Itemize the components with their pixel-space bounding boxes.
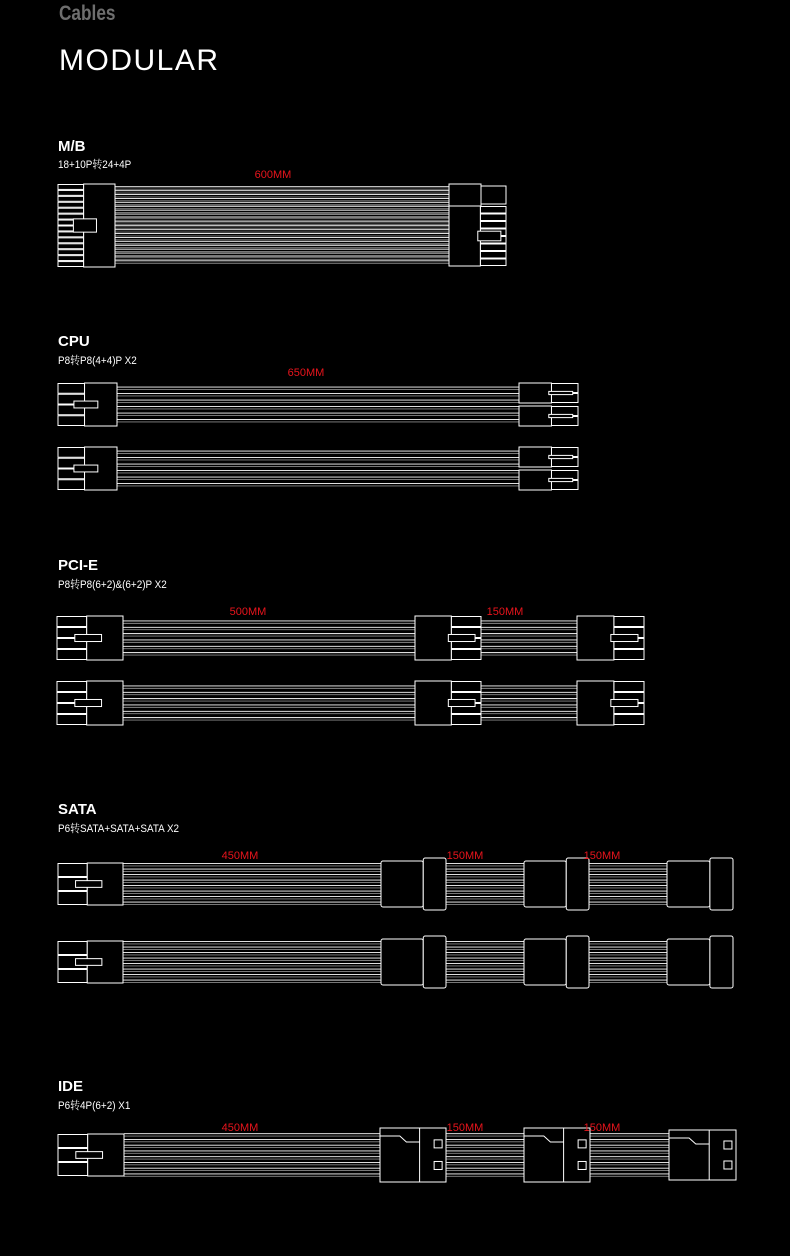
- sata-body: [667, 861, 710, 907]
- length-label: 150MM: [446, 850, 484, 862]
- connector-latch: [549, 391, 573, 394]
- pin-connector: [58, 447, 117, 490]
- connector-pin: [58, 480, 85, 490]
- connector-pin: [614, 715, 644, 725]
- connector-pin: [58, 185, 84, 190]
- connector-pin: [480, 259, 506, 266]
- sata-clip: [423, 936, 446, 988]
- pin-connector: [57, 681, 123, 725]
- connector-latch: [549, 414, 573, 417]
- sata-body: [524, 861, 566, 907]
- length-label: 600MM: [254, 169, 292, 181]
- section-subtitle-cpu: P8转P8(4+4)P X2: [58, 355, 137, 367]
- molex-pin: [724, 1161, 732, 1169]
- connector-pin: [480, 207, 506, 214]
- length-label: 650MM: [287, 367, 325, 379]
- connector-latch: [73, 219, 96, 232]
- connector-housing: [519, 470, 551, 490]
- connector-latch: [549, 478, 573, 481]
- connector-pin: [480, 222, 506, 229]
- connector-pin: [451, 682, 481, 692]
- connector-body: [449, 184, 481, 206]
- connector-latch: [478, 231, 501, 241]
- section-subtitle-mb: 18+10P转24+4P: [58, 159, 132, 171]
- connector-housing: [519, 406, 551, 426]
- connector-pin: [58, 232, 84, 237]
- cable-pcie: [57, 681, 644, 725]
- connector-pin: [480, 244, 506, 251]
- pin-connector: [519, 383, 578, 403]
- connector-pin: [58, 208, 84, 213]
- connector-pin: [58, 1135, 88, 1148]
- section-subtitle-pcie: P8转P8(6+2)&(6+2)P X2: [58, 579, 167, 591]
- connector-latch: [74, 401, 98, 408]
- molex-pin: [724, 1141, 732, 1149]
- connector-pin: [614, 650, 644, 660]
- connector-body: [481, 186, 506, 204]
- connector-pin: [614, 617, 644, 627]
- connector-pin: [57, 617, 87, 627]
- connector-latch: [76, 959, 102, 966]
- connector-housing: [519, 383, 551, 403]
- connector-pin: [451, 715, 481, 725]
- connector-pin: [58, 238, 84, 243]
- connector-pin: [58, 244, 84, 249]
- connector-pin: [614, 682, 644, 692]
- pin-connector: [58, 383, 117, 426]
- connector-pin: [58, 256, 84, 261]
- pin-connector: [415, 616, 481, 660]
- length-label: 150MM: [486, 606, 524, 618]
- connector-latch: [448, 634, 475, 641]
- section-subtitle-ide: P6转4P(6+2) X1: [58, 1100, 131, 1112]
- sata-body: [524, 939, 566, 985]
- section-subtitle-sata: P6转SATA+SATA+SATA X2: [58, 823, 180, 835]
- connector-housing: [415, 681, 451, 725]
- molex-connector: [380, 1128, 446, 1182]
- sata-connector: [381, 936, 446, 988]
- pin-connector: [449, 206, 506, 266]
- section-title-ide: IDE: [58, 1078, 84, 1095]
- connector-latch: [74, 465, 98, 472]
- connector-housing: [449, 206, 480, 266]
- pin-connector: [519, 406, 578, 426]
- page-title: MODULAR: [59, 44, 220, 77]
- pin-connector: [519, 470, 578, 490]
- section-title-mb: M/B: [58, 138, 86, 155]
- pin-connector: [58, 184, 115, 267]
- cable-cpu: [58, 383, 578, 426]
- connector-pin: [57, 682, 87, 692]
- molex-connector: [669, 1130, 736, 1180]
- connector-housing: [577, 616, 614, 660]
- length-label: 450MM: [221, 1122, 259, 1134]
- connector-housing: [519, 447, 551, 467]
- length-label: 150MM: [446, 1122, 484, 1134]
- pin-connector: [58, 941, 123, 983]
- connector-housing: [415, 616, 451, 660]
- pin-connector: [519, 447, 578, 467]
- pin-connector: [58, 863, 123, 905]
- connector-latch: [611, 634, 638, 641]
- length-label: 500MM: [229, 606, 267, 618]
- brand-label: Cables: [59, 2, 116, 25]
- section-title-pcie: PCI-E: [58, 557, 99, 574]
- sata-connector: [667, 858, 733, 910]
- molex-pin: [578, 1140, 586, 1148]
- connector-pin: [58, 250, 84, 255]
- connector-pin: [451, 650, 481, 660]
- sata-clip: [566, 858, 589, 910]
- sata-clip: [566, 936, 589, 988]
- connector-pin: [57, 650, 87, 660]
- connector-latch: [448, 699, 475, 706]
- connector-pin: [58, 416, 85, 426]
- pin-connector: [57, 616, 123, 660]
- connector-latch: [75, 634, 102, 641]
- connector-pin: [58, 202, 84, 207]
- connector-pin: [58, 448, 85, 458]
- section-title-cpu: CPU: [58, 333, 90, 350]
- length-label: 150MM: [583, 850, 621, 862]
- connector-pin: [58, 970, 87, 983]
- connector-latch: [76, 1152, 103, 1159]
- pin-connector: [577, 681, 644, 725]
- connector-pin: [480, 252, 506, 259]
- connector-pin: [58, 864, 87, 877]
- molex-pin: [434, 1140, 442, 1148]
- sata-clip: [710, 858, 733, 910]
- connector-pin: [480, 214, 506, 221]
- molex-pin: [434, 1161, 442, 1169]
- cable-sata: [58, 936, 733, 988]
- sata-connector: [524, 936, 589, 988]
- cable-cpu: [58, 447, 578, 490]
- pin-connector: [415, 681, 481, 725]
- length-label: 150MM: [583, 1122, 621, 1134]
- cable-pcie: [57, 616, 644, 660]
- pin-connector: [58, 1134, 124, 1176]
- connector-pin: [58, 214, 84, 219]
- connector-pin: [57, 715, 87, 725]
- sata-body: [667, 939, 710, 985]
- connector-pin: [58, 942, 87, 955]
- sata-connector: [667, 936, 733, 988]
- sata-body: [381, 861, 423, 907]
- connector-pin: [58, 384, 85, 394]
- connector-pin: [58, 262, 84, 267]
- molex-pin: [578, 1161, 586, 1169]
- connector-pin: [58, 190, 84, 195]
- connector-latch: [76, 881, 102, 888]
- cable-mb: [58, 184, 506, 267]
- pin-connector: [577, 616, 644, 660]
- connector-housing: [577, 681, 614, 725]
- cable-ide: [58, 1128, 736, 1182]
- connector-latch: [611, 699, 638, 706]
- section-title-sata: SATA: [58, 801, 97, 818]
- sata-connector: [381, 858, 446, 910]
- connector-pin: [58, 892, 87, 905]
- sata-connector: [524, 858, 589, 910]
- connector-pin: [58, 196, 84, 201]
- connector-pin: [451, 617, 481, 627]
- connector-latch: [75, 699, 102, 706]
- sata-clip: [710, 936, 733, 988]
- sata-body: [381, 939, 423, 985]
- connector-latch: [549, 455, 573, 458]
- molex-connector: [524, 1128, 590, 1182]
- connector-pin: [58, 1163, 88, 1176]
- length-label: 450MM: [221, 850, 259, 862]
- sata-clip: [423, 858, 446, 910]
- cable-sata: [58, 858, 733, 910]
